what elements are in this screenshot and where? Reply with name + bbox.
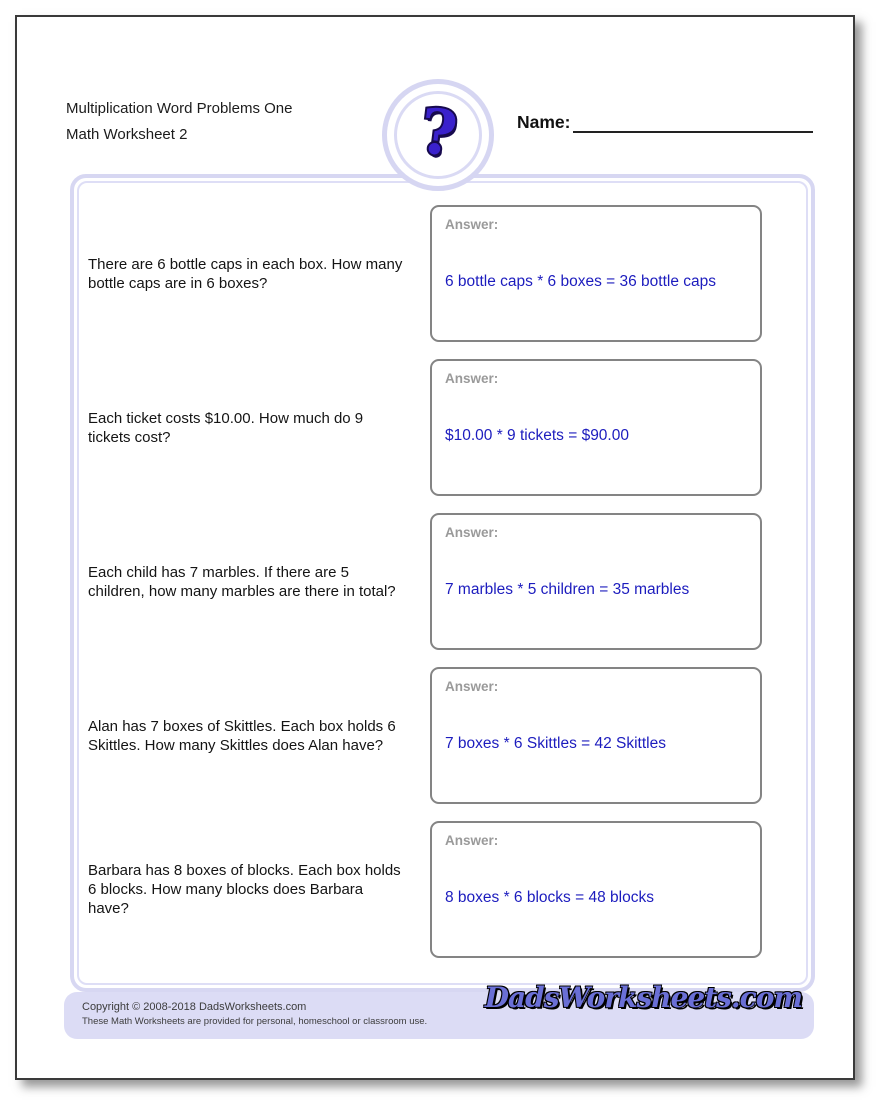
answer-box[interactable] (430, 205, 762, 342)
page-title (66, 96, 292, 148)
problem-row-4 (74, 667, 811, 804)
problem-row-5 (74, 821, 811, 958)
problems-container (70, 174, 815, 992)
copyright-line-2: These Math Worksheets are provided for personal, homeschool or classroom use. (82, 1016, 428, 1027)
name-row (517, 112, 813, 133)
answer-value: 7 marbles * 5 children = 35 marbles (445, 581, 690, 598)
problem-row-1 (74, 205, 811, 342)
worksheet-subtitle: Math Worksheet 2 (66, 126, 188, 143)
worksheet-title: Multiplication Word Problems One (66, 100, 293, 117)
answer-label: Answer: (445, 371, 499, 386)
name-blank-line[interactable] (573, 113, 813, 133)
answer-value-wrap (445, 232, 747, 332)
answer-box[interactable] (430, 359, 762, 496)
answer-value-wrap (445, 540, 747, 640)
answer-value: $10.00 * 9 tickets = $90.00 (445, 427, 629, 444)
answer-value: 8 boxes * 6 blocks = 48 blocks (445, 889, 654, 906)
question-mark-logo-ring (394, 91, 482, 179)
answer-label: Answer: (445, 217, 499, 232)
answer-box[interactable] (430, 821, 762, 958)
answer-label: Answer: (445, 525, 499, 540)
worksheet-page (15, 15, 855, 1080)
problems-list (74, 178, 811, 988)
copyright-line-1: Copyright © 2008-2018 DadsWorksheets.com (82, 1001, 307, 1013)
answer-value-wrap (445, 386, 747, 486)
problem-question: Each ticket costs $10.00. How much do 9 tickets cost? (88, 409, 364, 446)
footer-bar (64, 981, 814, 1039)
answer-box[interactable] (430, 513, 762, 650)
answer-value: 6 bottle caps * 6 boxes = 36 bottle caps (445, 273, 717, 290)
problem-question: There are 6 bottle caps in each box. How many bottle caps are in 6 boxes? (88, 255, 403, 292)
answer-value-wrap (445, 848, 747, 948)
problem-row-2 (74, 359, 811, 496)
name-label: Name: (517, 112, 571, 132)
dadsworksheets-logo: DadsWorksheets.com (484, 981, 802, 1014)
answer-label: Answer: (445, 833, 499, 848)
answer-box[interactable] (430, 667, 762, 804)
problem-row-3 (74, 513, 811, 650)
answer-label: Answer: (445, 679, 499, 694)
question-mark-logo (382, 79, 494, 191)
problem-question: Each child has 7 marbles. If there are 5 children, how many marbles are there in total? (88, 563, 396, 600)
answer-value: 7 boxes * 6 Skittles = 42 Skittles (445, 735, 666, 752)
question-mark-icon: ? (415, 93, 461, 171)
problem-question: Barbara has 8 boxes of blocks. Each box holds 6 blocks. How many blocks does Barbara have? (88, 862, 401, 917)
answer-value-wrap (445, 694, 747, 794)
problem-question: Alan has 7 boxes of Skittles. Each box holds 6 Skittles. How many Skittles does Alan have? (88, 717, 396, 754)
